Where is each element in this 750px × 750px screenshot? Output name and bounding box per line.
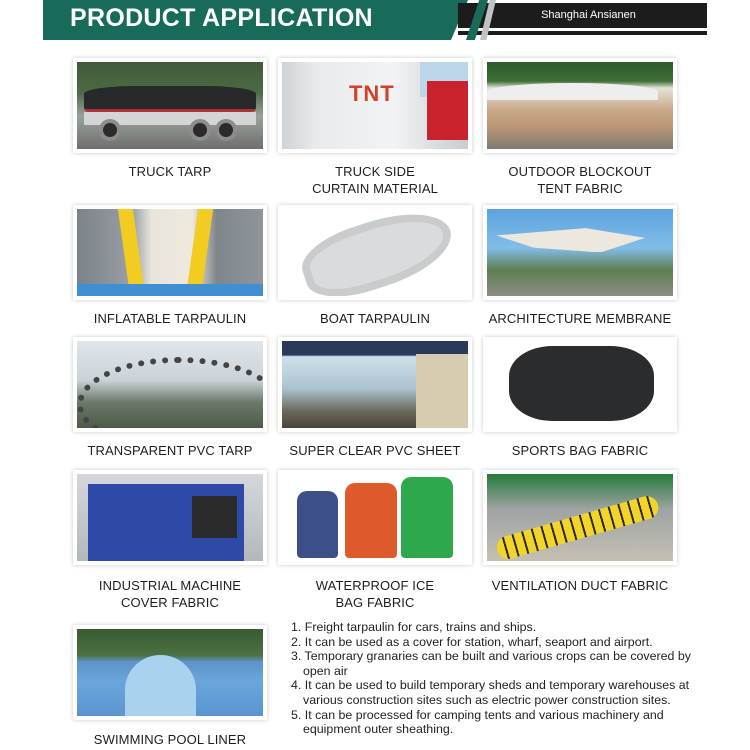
product-card-pool-liner <box>73 625 267 720</box>
inflatable-climbing-wall-photo <box>77 209 263 296</box>
blockout-tent-photo <box>487 62 673 149</box>
product-caption: SUPER CLEAR PVC SHEET <box>289 443 461 458</box>
product-caption: INFLATABLE TARPAULIN <box>93 311 247 326</box>
usage-note: 3. Temporary granaries can be built and various crops can be covered by open air <box>291 649 691 678</box>
inflatable-boat-photo <box>282 209 468 296</box>
product-caption: ARCHITECTURE MEMBRANE <box>488 311 672 326</box>
blue-machine-cover-photo <box>77 474 263 561</box>
product-card-truck-tarp <box>73 58 267 153</box>
usage-note: 5. It can be processed for camping tents and various machinery and equipment outer sheathing. <box>291 707 664 737</box>
product-caption: TRANSPARENT PVC TARP <box>87 443 253 458</box>
product-card-ice-bag <box>278 470 472 565</box>
product-caption: SWIMMING POOL LINER <box>93 732 247 747</box>
product-card-inflatable <box>73 205 267 300</box>
product-caption: WATERPROOF ICE BAG FABRIC <box>315 578 435 610</box>
product-caption: INDUSTRIAL MACHINE COVER FABRIC <box>98 578 242 610</box>
product-card-truck-side-curtain <box>278 58 472 153</box>
product-card-boat <box>278 205 472 300</box>
product-card-machine-cover <box>73 470 267 565</box>
brand-name: Shanghai Ansianen <box>541 9 636 21</box>
product-card-transparent-pvc <box>73 337 267 432</box>
usage-note: 4. It can be used to build temporary sheds and temporary warehouses at various construction sites such as electric power construction sites. <box>291 678 690 707</box>
tensile-membrane-photo <box>487 209 673 296</box>
product-card-blockout-tent <box>483 58 677 153</box>
product-caption: OUTDOOR BLOCKOUT TENT FABRIC <box>508 164 652 196</box>
yellow-duct-photo <box>487 474 673 561</box>
pool-liner-photo <box>77 629 263 716</box>
truck-tarp-photo <box>77 62 263 149</box>
tnt-logo: TNT <box>348 81 395 107</box>
dry-bags-photo <box>282 474 468 561</box>
product-caption: TRUCK TARP <box>128 164 212 179</box>
usage-note: 2. It can be used as a cover for station, wharf, seaport and airport. <box>291 634 653 649</box>
product-caption: BOAT TARPAULIN <box>319 311 430 326</box>
usage-notes-list <box>291 620 711 737</box>
product-caption: VENTILATION DUCT FABRIC <box>491 578 669 593</box>
product-card-architecture-membrane <box>483 205 677 300</box>
product-caption: TRUCK SIDE CURTAIN MATERIAL <box>312 164 438 196</box>
product-card-sports-bag <box>483 337 677 432</box>
page-title: PRODUCT APPLICATION <box>70 4 373 32</box>
product-card-super-clear-pvc <box>278 337 472 432</box>
product-card-ventilation-duct <box>483 470 677 565</box>
duffel-bag-photo <box>487 341 673 428</box>
product-caption: SPORTS BAG FABRIC <box>511 443 649 458</box>
tnt-truck-curtain-photo <box>282 62 468 149</box>
steel-dome-frame-photo <box>77 341 263 428</box>
header-underline <box>458 31 707 35</box>
usage-note: 1. Freight tarpaulin for cars, trains and ships. <box>291 620 537 634</box>
clear-pvc-curtain-photo <box>282 341 468 428</box>
